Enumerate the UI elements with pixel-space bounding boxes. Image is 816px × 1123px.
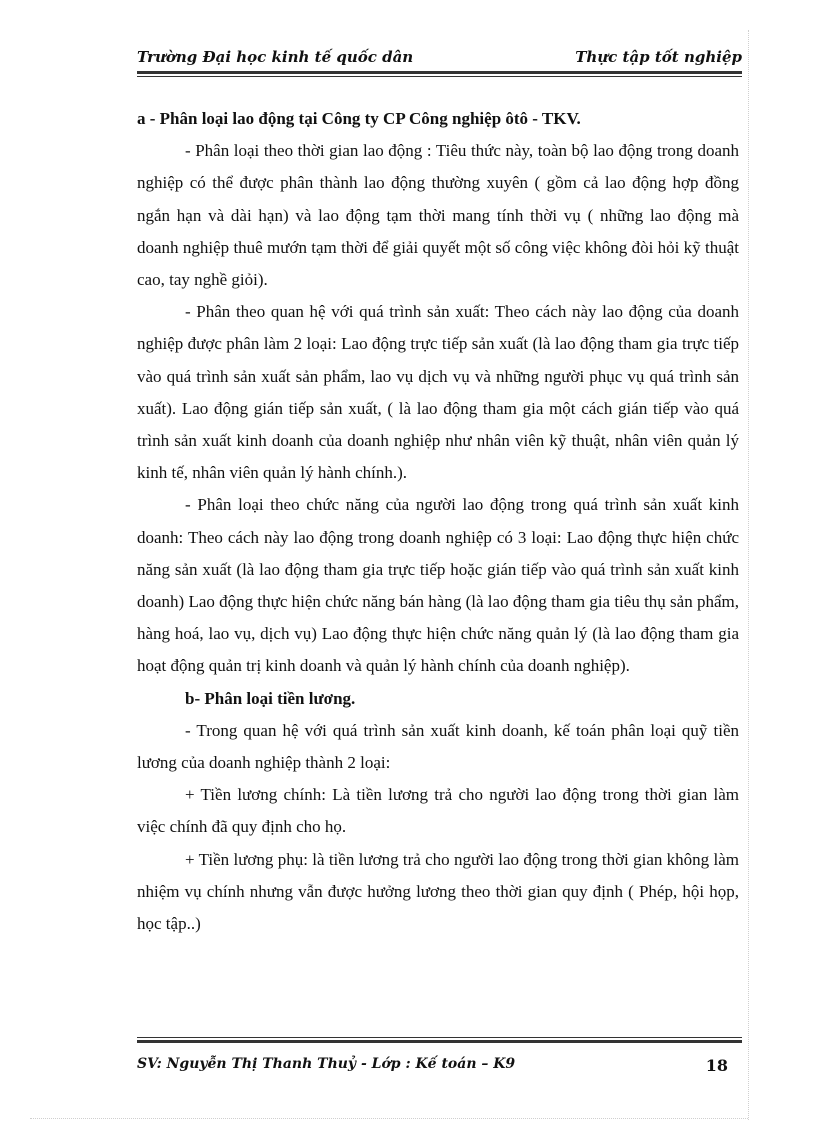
footer-student-info: SV: Nguyễn Thị Thanh Thuỷ - Lớp : Kế toán – K9	[137, 1056, 516, 1072]
page-body	[137, 103, 739, 940]
paragraph: + Tiền lương phụ: là tiền lương trả cho người lao động trong thời gian không làm nhiệm vụ chính nhưng vẫn được hưởng lương theo thời gian quy định ( Phép, hội họp, học tập..)	[137, 849, 739, 934]
paragraph: - Phân loại theo chức năng của người lao động trong quá trình sản xuất kinh doanh: Theo cách này lao động trong doanh nghiệp có 3 loại: Lao động thực hiện chức năng sản xuất (là lao động tham gia trực tiếp hoặc gián tiếp vào quá trình sản xuất kinh doanh) Lao động thực hiện chức năng bán hàng (là lao động tham gia tiêu thụ sản phẩm, hàng hoá, lao vụ, dịch vụ) Lao động thực hiện chức năng quản lý (là lao động tham gia hoạt động quản trị kinh doanh và quản lý hành chính của doanh nghiệp).	[137, 495, 739, 676]
header-report-type: Thực tập tốt nghiệp	[575, 48, 742, 66]
footer-rule-thin	[137, 1037, 742, 1038]
paragraph: + Tiền lương chính: Là tiền lương trả cho người lao động trong thời gian làm việc chính đã quy định cho họ.	[137, 785, 739, 837]
page-number: 18	[705, 1056, 728, 1075]
footer-rule-thick	[137, 1040, 742, 1043]
header-university: Trường Đại học kinh tế quốc dân	[137, 48, 414, 66]
page-footer	[137, 1054, 742, 1082]
header-rule-thick	[137, 71, 742, 74]
section-heading-b: b- Phân loại tiền lương.	[185, 688, 356, 708]
header-rule-thin	[137, 76, 742, 77]
paragraph: - Phân loại theo thời gian lao động : Tiêu thức này, toàn bộ lao động trong doanh nghiệp có thể được phân thành lao động thường xuyên ( gồm cả lao động hợp đồng ngắn hạn và dài hạn) và lao động tạm thời mang tính thời vụ ( những lao động mà doanh nghiệp thuê mướn tạm thời để giải quyết một số công việc không đòi hỏi kỹ thuật cao, tay nghề giỏi).	[137, 141, 739, 290]
paragraph: - Phân theo quan hệ với quá trình sản xuất: Theo cách này lao động của doanh nghiệp được phân làm 2 loại: Lao động trực tiếp sản xuất (là lao động tham gia trực tiếp vào quá trình sản xuất sản phẩm, lao vụ dịch vụ và những người phục vụ quá trình sản xuất). Lao động gián tiếp sản xuất, ( là lao động tham gia một cách gián tiếp vào quá trình sản xuất kinh doanh của doanh nghiệp như nhân viên kỹ thuật, nhân viên quản lý kinh tế, nhân viên quản lý hành chính.).	[137, 302, 739, 483]
page-shadow-right	[748, 30, 750, 1120]
page-shadow-bottom	[30, 1118, 748, 1120]
paragraph: - Trong quan hệ với quá trình sản xuất kinh doanh, kế toán phân loại quỹ tiền lương của doanh nghiệp thành 2 loại:	[137, 720, 739, 773]
page-header	[137, 46, 742, 70]
section-heading-a: a - Phân loại lao động tại Công ty CP Công nghiệp ôtô - TKV.	[137, 109, 581, 128]
